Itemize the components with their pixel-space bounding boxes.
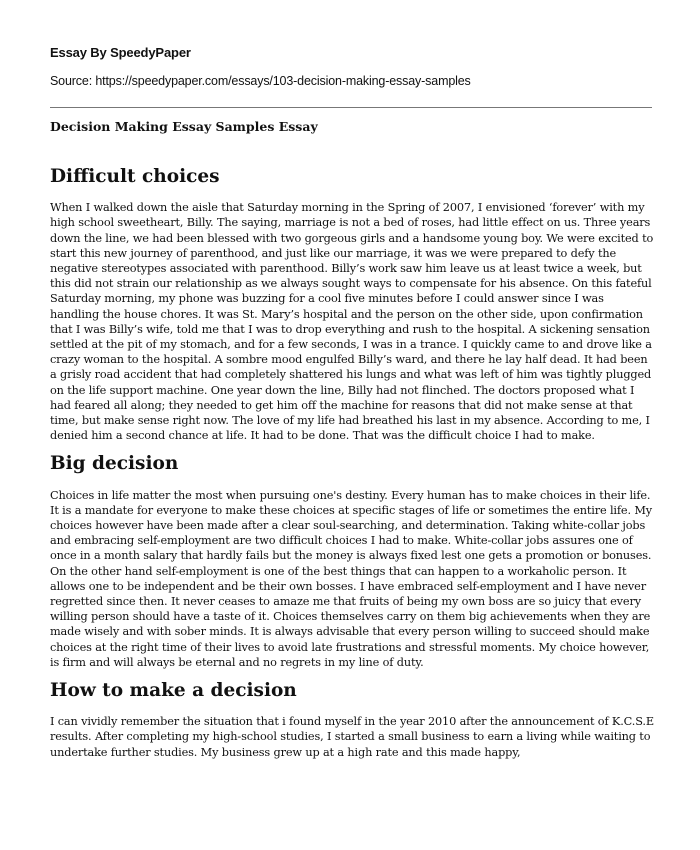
section-heading: How to make a decision — [50, 680, 297, 702]
section-paragraph: Choices in life matter the most when pursuing one's destiny. Every human has to make choices in their life. It is a mandate for everyone to make these choices at specific stages of life or sometimes the entire life. My choices however have been made after a clear soul-searching, and determination. Taking white-collar jobs and embracing self-employment are two difficult choices I had to make. White-collar jobs assures one of once in a month salary that hardly fails but the money is always fixed lest one gets a promotion or bonuses. On the other hand self-employment is one of the best things that can happen to a workaholic person. It allows one to be independent and be their own bosses. I have embraced self-employment and I have never regretted since then. It never ceases to amaze me that fruits of being my own boss are so juicy that every willing person should have a taste of it. Choices themselves carry on them big achievements when they are made wisely and with sober minds. It is always advisable that every person willing to succeed should make choices at the right time of their lives to avoid late frustrations and stressful moments. My choice however, is firm and will always be eternal and no regrets in my line of duty. — [50, 488, 652, 669]
essay-body — [50, 166, 655, 770]
header-divider — [50, 107, 652, 108]
section-how-to-make-a-decision — [50, 680, 655, 760]
section-heading: Big decision — [50, 453, 179, 475]
brand-title: Essay By SpeedyPaper — [50, 45, 191, 60]
section-big-decision — [50, 453, 655, 670]
section-paragraph: I can vividly remember the situation that i found myself in the year 2010 after the announcement of K.C.S.E results. After completing my high-school studies, I started a small business to earn a living while waiting to undertake further studies. My business grew up at a high rate and this made happy, — [50, 715, 654, 759]
section-paragraph: When I walked down the aisle that Saturday morning in the Spring of 2007, I envisioned ‘forever’ with my high school sweetheart, Billy. The saying, marriage is not a bed of roses, had little effect on us. Three years down the line, we had been blessed with two gorgeous girls and a handsome young boy. We were excited to start this new journey of parenthood, and just like our marriage, it was we were prepared to defy the negative stereotypes associated with parenthood. Billy’s work saw him leave us at least twice a week, but this did not strain our relationship as we always sought ways to compensate for his absence. On this fateful Saturday morning, my phone was buzzing for a cool five minutes before I could answer since I was handling the house chores. It was St. Mary’s hospital and the person on the other side, upon confirmation that I was Billy’s wife, told me that I was to drop everything and rush to the hospital. A sickening sensation settled at the pit of my stomach, and for a few seconds, I was in a trance. I quickly came to and drove like a crazy woman to the hospital. A sombre mood engulfed Billy’s ward, and there he lay half dead. It had been a grisly road accident that had completely shattered his lungs and what was left of him was tightly plugged on the life support machine. One year down the line, Billy had not flinched. The doctors proposed what I had feared all along; they needed to get him off the machine for reasons that did not make sense at that time, but make sense right now. The love of my life had breathed his last in my absence. According to me, I denied him a second chance at life. It had to be done. That was the difficult choice I had to make. — [50, 201, 654, 443]
section-heading: Difficult choices — [50, 166, 220, 187]
essay-title: Decision Making Essay Samples Essay — [50, 119, 318, 134]
section-difficult-choices — [50, 166, 655, 443]
source-line: Source: https://speedypaper.com/essays/103-decision-making-essay-samples — [50, 74, 471, 89]
document-header — [50, 45, 650, 89]
